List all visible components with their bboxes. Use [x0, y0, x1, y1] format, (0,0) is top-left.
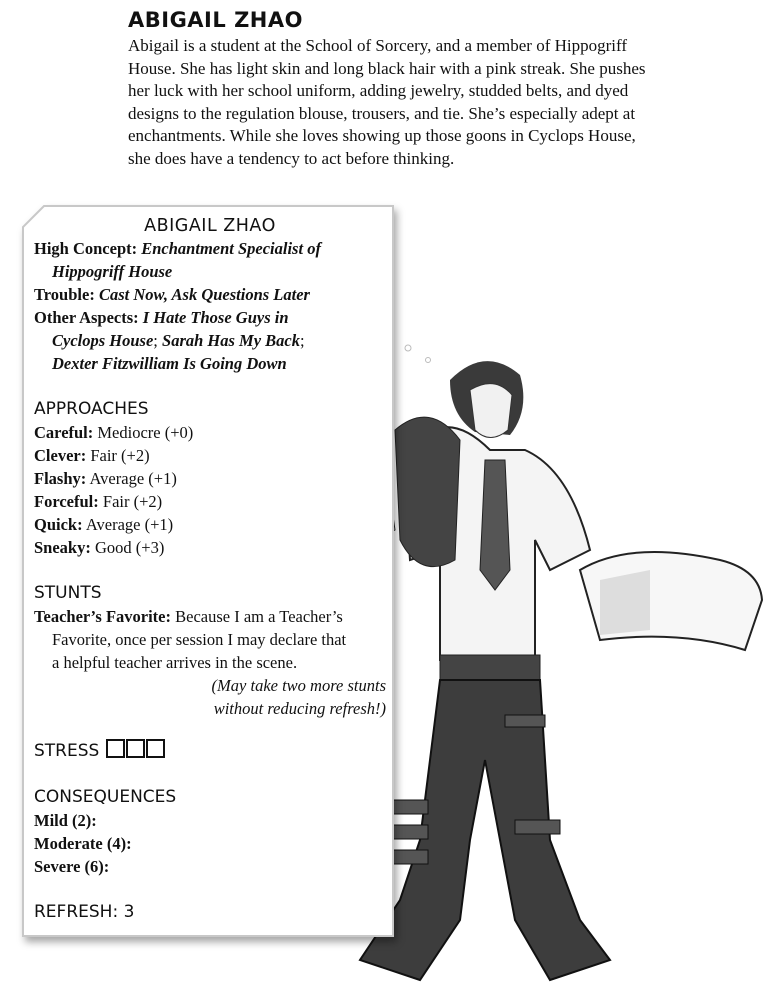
stress-box[interactable]: [146, 739, 165, 758]
character-description: [128, 35, 645, 171]
other-aspect: Dexter Fitzwilliam Is Going Down: [52, 354, 287, 373]
approach-row: [34, 513, 386, 536]
approach-row: [34, 467, 386, 490]
approach-label: Careful:: [34, 423, 94, 442]
refresh: REFRESH: 3: [34, 902, 135, 922]
approach-label: Sneaky:: [34, 538, 91, 557]
intro-line: her luck with her school uniform, adding jewelry, studded belts, and dyed: [128, 81, 629, 101]
other-aspects: [34, 306, 386, 329]
trouble-value: Cast Now, Ask Questions Later: [98, 285, 310, 304]
trouble-label: Trouble:: [34, 285, 95, 304]
stress-track: [34, 739, 386, 763]
approach-value: Good (+3): [94, 538, 165, 557]
stress-box[interactable]: [126, 739, 145, 758]
approach-row: [34, 490, 386, 513]
approach-value: Average (+1): [89, 469, 177, 488]
other-aspect: I Hate Those Guys in: [142, 308, 289, 327]
intro-line: Abigail is a student at the School of Sorcery, and a member of Hippogriff: [128, 36, 628, 55]
high-concept-label: High Concept:: [34, 239, 138, 258]
stunt-text: a helpful teacher arrives in the scene.: [52, 653, 298, 672]
other-aspect: Cyclops House: [52, 331, 154, 350]
stunts-heading: STUNTS: [34, 583, 102, 603]
stunt-label: Teacher’s Favorite:: [34, 607, 171, 626]
approach-value: Average (+1): [85, 515, 174, 534]
stress-heading: STRESS: [34, 741, 100, 761]
intro-line: she does have a tendency to act before thinking.: [128, 148, 455, 168]
high-concept: [34, 237, 386, 260]
high-concept-value-cont: Hippogriff House: [52, 262, 173, 281]
stunt-text: Favorite, once per session I may declare that: [52, 630, 347, 649]
approach-row: [34, 444, 386, 467]
other-aspect: Sarah Has My Back: [162, 331, 300, 350]
consequence-mild: Mild (2):: [34, 811, 97, 830]
stunt-note: without reducing refresh!): [213, 699, 386, 718]
character-heading: ABIGAIL ZHAO: [128, 8, 303, 32]
intro-line: enchantments. While she loves showing up those goons in Cyclops House,: [128, 126, 636, 146]
consequence-severe: Severe (6):: [34, 857, 110, 876]
other-aspects-label: Other Aspects:: [34, 308, 139, 327]
trouble: [34, 283, 386, 306]
approach-label: Forceful:: [34, 492, 99, 511]
approach-row: [34, 421, 386, 444]
approach-value: Fair (+2): [90, 446, 150, 465]
consequences-heading: CONSEQUENCES: [34, 787, 177, 807]
intro-line: House. She has light skin and long black hair with a pink streak. She pushes: [128, 58, 646, 78]
approach-row: [34, 536, 386, 559]
approach-label: Clever:: [34, 446, 87, 465]
high-concept-value: Enchantment Specialist of: [141, 239, 321, 258]
approach-label: Flashy:: [34, 469, 87, 488]
stunt-text: Because I am a Teacher’s: [175, 607, 343, 626]
stress-box[interactable]: [106, 739, 125, 758]
approaches-heading: APPROACHES: [34, 399, 149, 419]
approach-value: Fair (+2): [102, 492, 163, 511]
stunt: [34, 605, 386, 628]
consequence-moderate: Moderate (4):: [34, 834, 132, 853]
card-title: ABIGAIL ZHAO: [144, 216, 276, 236]
character-card: ABIGAIL ZHAO High Concept: Enchantment Specialist of Hippogriff House Trouble: Cast Now, Ask Questions Later Other Aspects: I Hate Those Guys in Cyclops House; Sarah Has My Back; Dexter Fitzwilliam Is Going Down APPROACHES Careful: Mediocre (+0) Clever: Fair (+2) Flashy: Average (+1) Forceful: Fair (+2) Quick: Average (+1) Sneaky: Good (+3) STUNTS Teacher’s Favorite: Because I am a Teacher’s Favorite, once per session I may declare that a helpful teacher arrives in the scene. (May take two more stunts without reducing refresh!) STRESS CONSEQUENCES Mild (2): Moderate (4): Severe (6): REFRESH: 3: [22, 205, 394, 937]
intro-line: designs to the regulation blouse, trousers, and tie. She’s especially adept at: [128, 103, 636, 123]
stunt-note: (May take two more stunts: [211, 676, 386, 695]
approach-label: Quick:: [34, 515, 83, 534]
approach-value: Mediocre (+0): [97, 423, 194, 442]
